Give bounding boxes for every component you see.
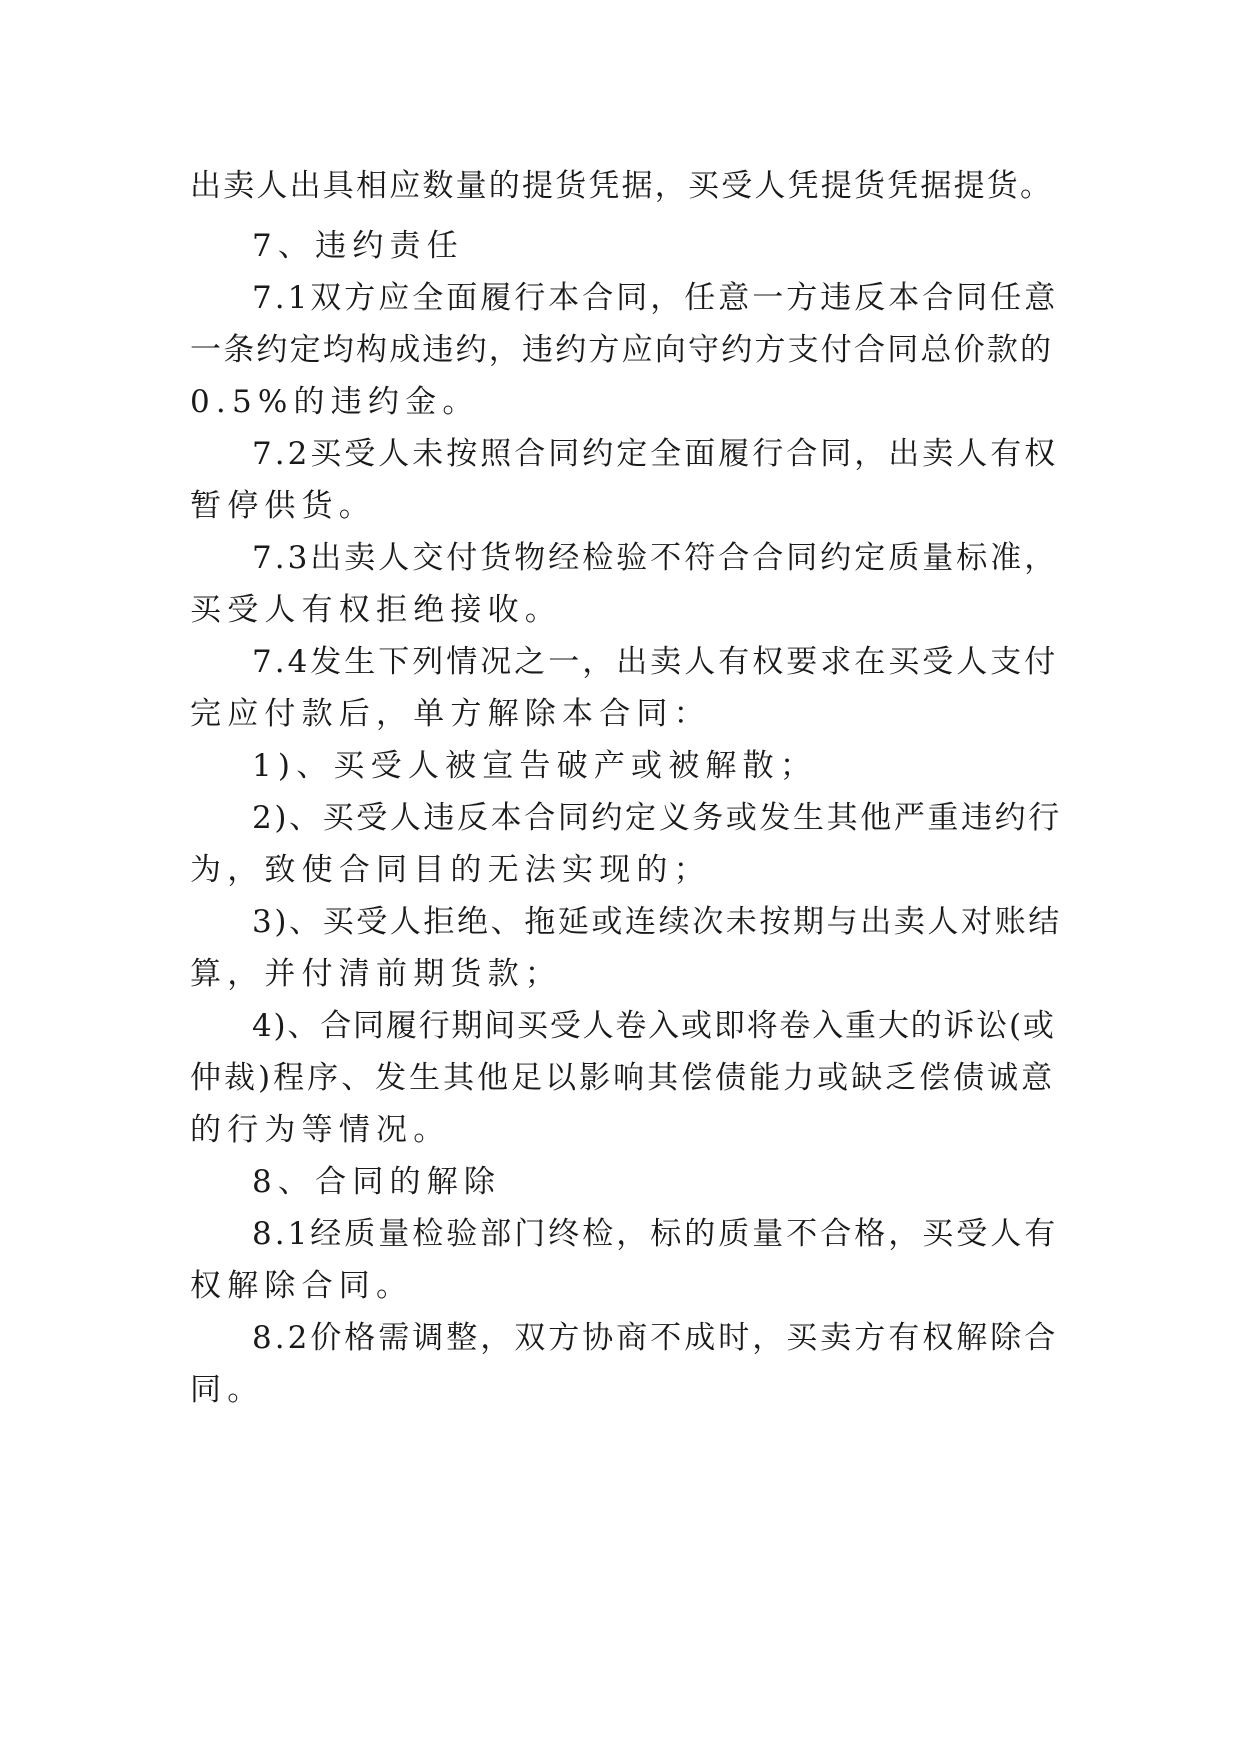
clause-paragraph: 7.3出卖人交付货物经检验不符合合同约定质量标准， (252, 540, 1059, 576)
text-line: 权解除合同。 (190, 1268, 414, 1304)
text-line: 仲裁)程序、发生其他足以影响其偿债能力或缺乏偿债诚意 (190, 1060, 1056, 1096)
list-item: 2)、买受人违反本合同约定义务或发生其他严重违约行 (252, 800, 1062, 836)
clause-paragraph: 8.2价格需调整，双方协商不成时，买卖方有权解除合 (252, 1320, 1059, 1356)
section-heading: 7、违约责任 (252, 228, 464, 264)
clause-paragraph: 7.1双方应全面履行本合同，任意一方违反本合同任意 (252, 280, 1059, 316)
text-line: 完应付款后，单方解除本合同： (190, 696, 711, 732)
section-heading: 8、合同的解除 (252, 1164, 502, 1200)
text-line: 0.5%的违约金。 (190, 384, 480, 420)
list-item: 1)、买受人被宣告破产或被解散； (252, 748, 818, 784)
text-line: 为，致使合同目的无法实现的； (190, 852, 711, 888)
text-line: 出卖人出具相应数量的提货凭据，买受人凭提货凭据提货。 (190, 168, 1054, 204)
clause-paragraph: 7.2买受人未按照合同约定全面履行合同，出卖人有权 (252, 436, 1059, 472)
text-line: 的行为等情况。 (190, 1112, 451, 1148)
text-line: 暂停供货。 (190, 488, 376, 524)
text-line: 同。 (190, 1372, 265, 1408)
text-line: 一条约定均构成违约，违约方应向守约方支付合同总价款的 (190, 332, 1054, 368)
text-line: 算，并付清前期货款； (190, 956, 562, 992)
list-item: 3)、买受人拒绝、拖延或连续次未按期与出卖人对账结 (252, 904, 1062, 940)
list-item: 4)、合同履行期间买受人卷入或即将卷入重大的诉讼(或 (252, 1008, 1056, 1044)
clause-paragraph: 8.1经质量检验部门终检，标的质量不合格，买受人有 (252, 1216, 1059, 1252)
text-line: 买受人有权拒绝接收。 (190, 592, 562, 628)
clause-paragraph: 7.4发生下列情况之一，出卖人有权要求在买受人支付 (252, 644, 1059, 680)
